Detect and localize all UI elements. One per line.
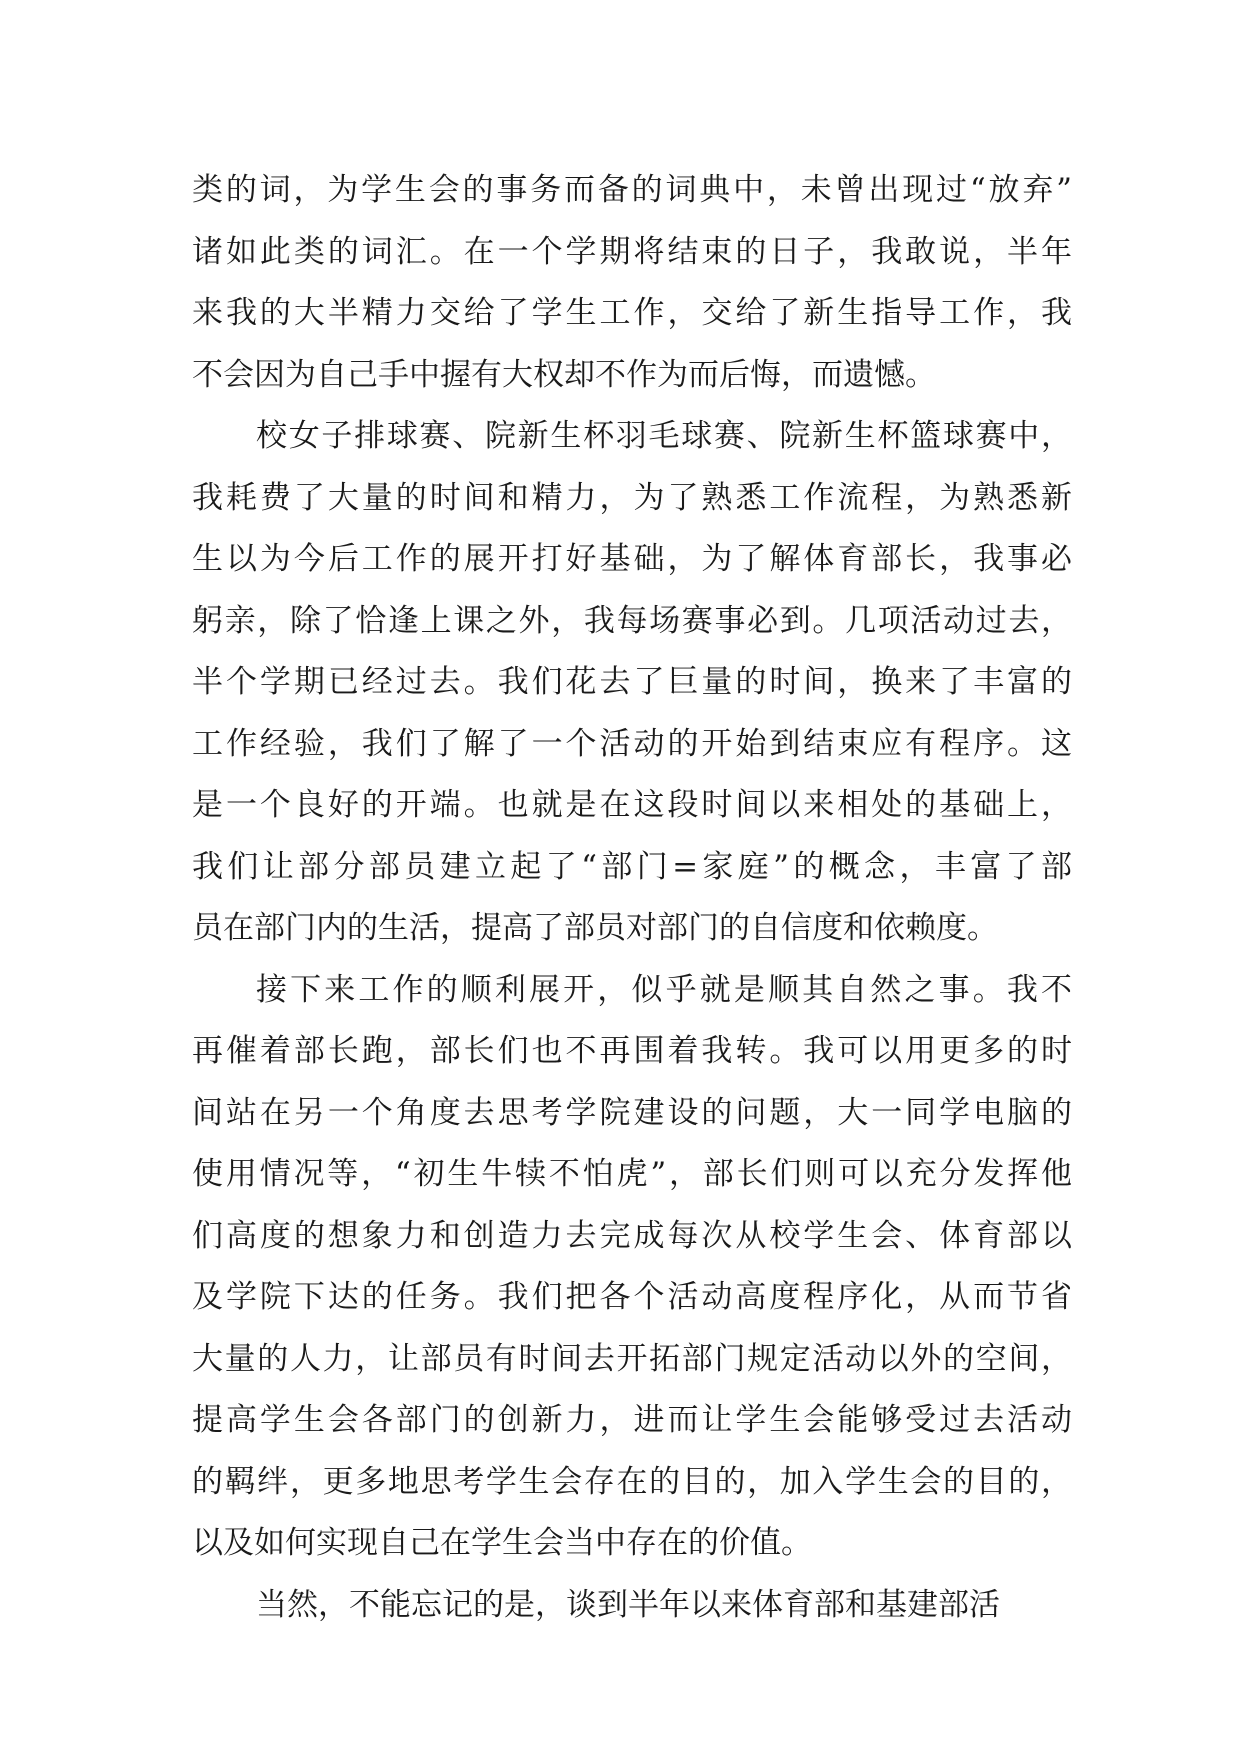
text-line: 提高学生会各部门的创新力，进而让学生会能够受过去活动	[192, 1402, 1072, 1438]
text-line: 以及如何实现自己在学生会当中存在的价值。	[192, 1525, 812, 1561]
text-line: 生以为今后工作的展开打好基础，为了解体育部长，我事必	[192, 541, 1072, 577]
text-line: 半个学期已经过去。我们花去了巨量的时间，换来了丰富的	[192, 664, 1072, 700]
text-line: 我耗费了大量的时间和精力，为了熟悉工作流程，为熟悉新	[192, 479, 1072, 516]
paragraph	[192, 960, 1072, 1575]
text-line: 大量的人力，让部员有时间去开拓部门规定活动以外的空间，	[192, 1340, 1072, 1377]
text-line: 我们让部分部员建立起了“部门=家庭”的概念，丰富了部	[192, 848, 1072, 885]
text-line: 使用情况等，“初生牛犊不怕虎”，部长们则可以充分发挥他	[192, 1156, 1072, 1192]
paragraph	[192, 160, 1072, 406]
paragraph	[192, 406, 1072, 960]
text-line: 来我的大半精力交给了学生工作，交给了新生指导工作，我	[192, 295, 1072, 331]
text-line: 间站在另一个角度去思考学院建设的问题，大一同学电脑的	[192, 1094, 1072, 1131]
paragraph	[192, 1575, 1072, 1637]
text-line: 员在部门内的生活，提高了部员对部门的自信度和依赖度。	[192, 910, 998, 946]
text-line: 校女子排球赛、院新生杯羽毛球赛、院新生杯篮球赛中，	[256, 418, 1072, 454]
text-line: 躬亲，除了恰逢上课之外，我每场赛事必到。几项活动过去，	[192, 602, 1072, 639]
text-line: 及学院下达的任务。我们把各个活动高度程序化，从而节省	[192, 1279, 1072, 1315]
text-line: 类的词，为学生会的事务而备的词典中，未曾出现过“放弃”	[192, 172, 1072, 208]
document-body	[192, 160, 1072, 1636]
text-line: 不会因为自己手中握有大权却不作为而后悔，而遗憾。	[192, 356, 936, 393]
text-line: 的羁绊，更多地思考学生会存在的目的，加入学生会的目的，	[192, 1463, 1072, 1500]
text-line: 接下来工作的顺利展开，似乎就是顺其自然之事。我不	[256, 971, 1072, 1008]
text-line: 们高度的想象力和创造力去完成每次从校学生会、体育部以	[192, 1217, 1072, 1254]
text-line: 当然，不能忘记的是，谈到半年以来体育部和基建部活	[256, 1586, 1000, 1623]
text-line: 诸如此类的词汇。在一个学期将结束的日子，我敢说，半年	[192, 233, 1072, 270]
text-line: 再催着部长跑，部长们也不再围着我转。我可以用更多的时	[192, 1033, 1072, 1069]
text-line: 工作经验，我们了解了一个活动的开始到结束应有程序。这	[192, 725, 1072, 762]
text-line: 是一个良好的开端。也就是在这段时间以来相处的基础上，	[192, 787, 1072, 823]
